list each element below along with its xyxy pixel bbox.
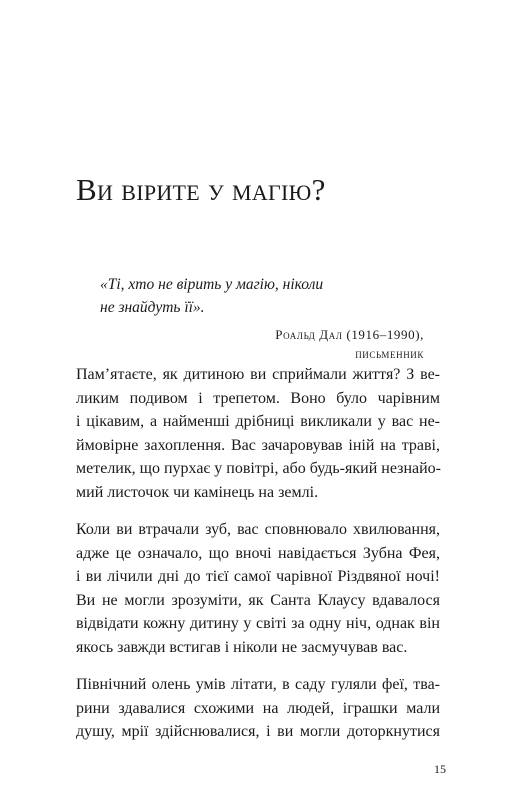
text-line: Ви не могли зрозуміти, як Санта Клаусу вдавалося xyxy=(76,591,440,609)
page-number: 15 xyxy=(434,762,446,776)
text-line: і цікавим, а найменші дрібниці викликали у вас не- xyxy=(76,413,440,430)
text-line: і ви лічили дні до тієї самої чарівної Різдвяної ночі! xyxy=(76,568,440,585)
paragraph xyxy=(76,518,440,659)
text-line: якось завжди встигав і ніколи не засмучував вас. xyxy=(76,638,408,656)
text-line: ликим подивом і трепетом. Воно було чарівним xyxy=(76,389,440,407)
text-line: адже це означало, що вночі навідається Зубна Фея, xyxy=(76,544,440,562)
text-line: відвідати кожну дитину у світі за одну ніч, однак він xyxy=(76,615,440,632)
chapter-title: Ви вірите у магію? xyxy=(76,172,326,207)
epigraph-quote xyxy=(100,273,430,319)
text-line: мий листочок чи камінець на землі. xyxy=(76,483,319,501)
text-line: Коли ви втрачали зуб, вас сповнювало хвилювання, xyxy=(76,521,440,538)
epigraph-line-2: не знайдуть її». xyxy=(100,299,205,316)
text-line: рини здавалися схожими на людей, іграшки мали xyxy=(76,699,440,717)
paragraph xyxy=(76,673,440,744)
text-line: метелик, що пурхає у повітрі, або будь-який незнайо- xyxy=(76,460,441,477)
paragraph xyxy=(76,363,440,504)
epigraph-line-1: «Ті, хто не вірить у магію, ніколи xyxy=(100,276,324,293)
attribution-author: Роальд Дал (1916–1990), xyxy=(275,327,424,342)
text-line: Північний олень умів літати, в саду гуляли феї, тва- xyxy=(76,676,440,693)
text-line: душу, мрії здійснювалися, і ви могли доторкнутися xyxy=(76,723,440,740)
text-line: Пам’ятаєте, як дитиною ви сприймали життя? З ве- xyxy=(76,366,440,383)
body-text xyxy=(76,363,440,758)
attribution-role: письменник xyxy=(355,346,424,361)
epigraph-attribution xyxy=(275,325,424,363)
text-line: ймовірне захоплення. Вас зачаровував іній на траві, xyxy=(76,436,440,454)
